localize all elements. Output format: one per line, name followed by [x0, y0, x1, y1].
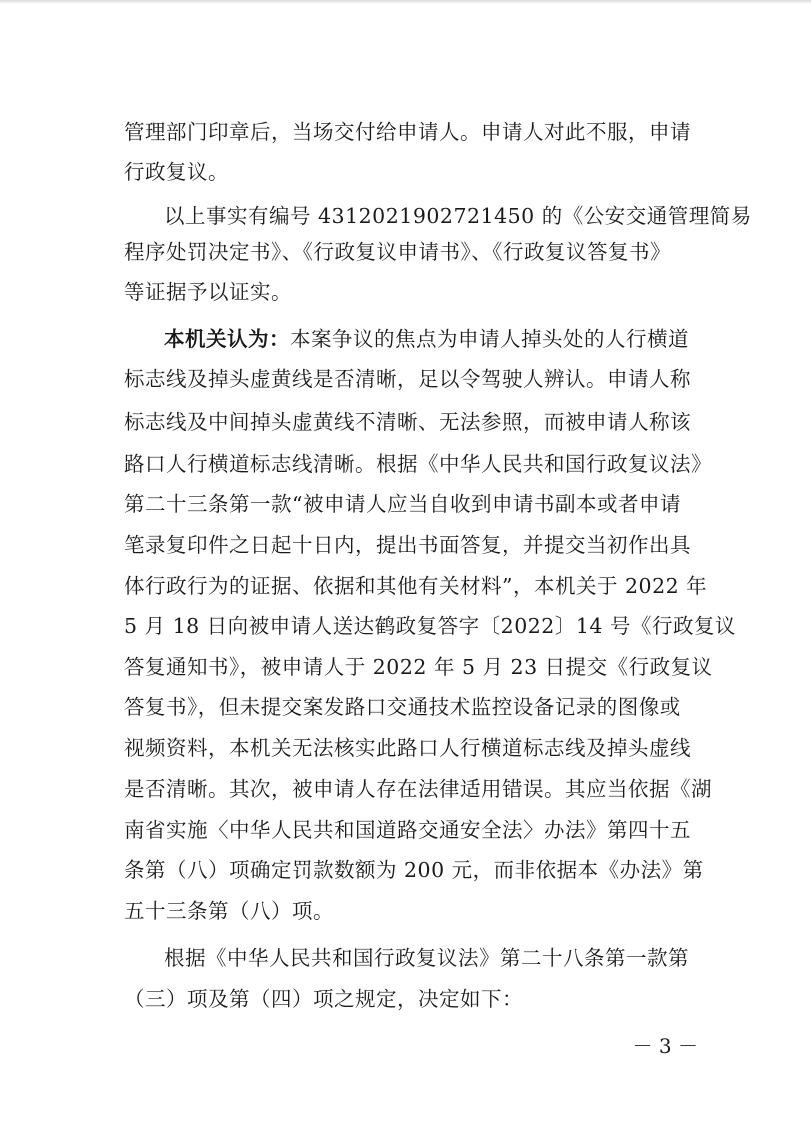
text-line-20: 五十三条第（八）项。 — [124, 899, 334, 923]
text-line-21: 根据《中华人民共和国行政复议法》第二十八条第一款第 — [164, 946, 689, 970]
text-line-3: 以上事实有编号 4312021902721450 的《公安交通管理简易 — [164, 204, 752, 228]
text-line-22: （三）项及第（四）项之规定，决定如下： — [124, 987, 523, 1011]
bold-lead: 本机关认为： — [164, 327, 290, 351]
text-line-5: 等证据予以证实。 — [124, 280, 292, 304]
text-line-14: 答复通知书》，被申请人于 2022 年 5 月 23 日提交《行政复议 — [124, 655, 713, 679]
text-line-7: 标志线及掉头虚黄线是否清晰，足以令驾驶人辨认。申请人称 — [124, 367, 691, 391]
text-line-4: 程序处罚决定书》、《行政复议申请书》、《行政复议答复书》 — [124, 240, 671, 264]
text-line-1: 管理部门印章后，当场交付给申请人。申请人对此不服，申请 — [124, 120, 691, 144]
text-line-18: 南省实施〈中华人民共和国道路交通安全法〉办法》第四十五 — [124, 818, 691, 842]
text-line-11: 笔录复印件之日起十日内，提出书面答复，并提交当初作出具 — [124, 533, 691, 557]
text-line-9: 路口人行横道标志线清晰。根据《中华人民共和国行政复议法》 — [124, 452, 712, 476]
text-line-13: 5 月 18 日向被申请人送达鹤政复答字〔2022〕14 号《行政复议 — [124, 614, 736, 638]
text-line-19: 条第（八）项确定罚款数额为 200 元，而非依据本《办法》第 — [124, 858, 704, 882]
page-number: － 3 － — [632, 1034, 698, 1058]
text-line-8: 标志线及中间掉头虚黄线不清晰、无法参照，而被申请人称该 — [124, 410, 691, 434]
text-line-17: 是否清晰。其次，被申请人存在法律适用错误。其应当依据《湖 — [124, 777, 712, 801]
text-line-2: 行政复议。 — [124, 160, 229, 184]
text-line-6 — [164, 327, 692, 351]
text-line-10: 第二十三条第一款“被申请人应当自收到申请书副本或者申请 — [124, 492, 681, 516]
scan-edge — [0, 0, 811, 4]
text-line-16: 视频资料，本机关无法核实此路口人行横道标志线及掉头虚线 — [124, 736, 691, 760]
text-line-12: 体行政行为的证据、依据和其他有关材料”，本机关于 2022 年 — [124, 574, 708, 598]
text-line-6-rest: 本案争议的焦点为申请人掉头处的人行横道 — [290, 327, 689, 351]
text-line-15: 答复书》，但未提交案发路口交通技术监控设备记录的图像或 — [124, 695, 681, 719]
